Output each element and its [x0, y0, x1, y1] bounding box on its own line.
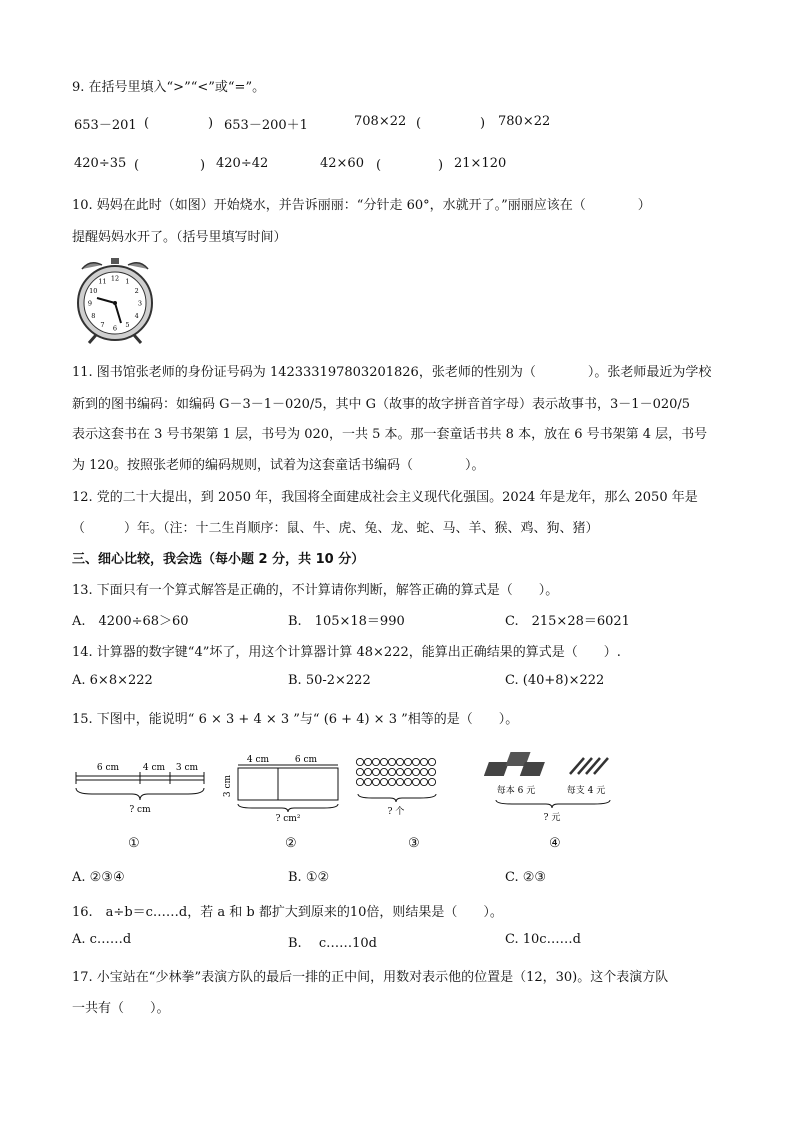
clock-number: 1: [125, 277, 130, 286]
grid-circle: [396, 758, 403, 765]
grid-circle: [428, 758, 435, 765]
q9-expr: 653－200＋1: [224, 118, 308, 133]
q13-option-b: B. 105×18＝990: [288, 614, 405, 629]
q14-option-c: C. (40+8)×222: [505, 673, 605, 688]
q15-option-c: C. ②③: [505, 870, 547, 885]
pens-icon: [570, 758, 608, 774]
grid-circle: [420, 768, 427, 775]
q9-paren-close: ): [200, 158, 206, 173]
q16-option-b: B. c……10d: [288, 936, 377, 951]
clock-number: 10: [89, 286, 98, 295]
fig1-seg3-label: 3 cm: [175, 763, 199, 773]
grid-circle: [396, 768, 403, 775]
fig4-total-label: ? 元: [543, 813, 561, 823]
q9-paren-close: ): [438, 158, 444, 173]
grid-circle: [380, 778, 387, 785]
q9-expr: 21×120: [454, 156, 507, 171]
q15-option-b: B. ①②: [288, 870, 330, 885]
q9-paren-close: ): [480, 116, 486, 131]
fig-number: ③: [408, 836, 420, 851]
q13-option-a: A. 4200÷68＞60: [72, 614, 189, 629]
q11-line: 11. 图书馆张老师的身份证号码为 142333197803201826，张老师的性别为（ ）。张老师最近为学校: [72, 365, 712, 380]
fig1-seg2-label: 4 cm: [142, 763, 166, 773]
grid-circle: [428, 778, 435, 785]
q17-line2: 一共有（ ）。: [72, 1001, 170, 1016]
grid-circle: [372, 778, 379, 785]
alarm-clock-figure: [72, 255, 158, 345]
q9-expr: 420÷35: [74, 156, 127, 171]
q9-paren-open: (: [134, 158, 140, 173]
books-icon: [484, 752, 545, 776]
fig2-width1-label: 4 cm: [246, 755, 270, 765]
fig-number: ②: [285, 836, 297, 851]
fig1-seg1-label: 6 cm: [96, 763, 120, 773]
q9-expr: 653－201: [74, 118, 137, 133]
grid-circle: [428, 768, 435, 775]
grid-circle: [404, 768, 411, 775]
grid-circle: [396, 778, 403, 785]
fig2-height-label: 3 cm: [223, 774, 233, 798]
grid-circle: [420, 758, 427, 765]
q11-line: 为 120。按照张老师的编码规则，试着为这套童话书编码（ ）。: [72, 458, 485, 473]
q17-line1: 17. 小宝站在“少林拳”表演方队的最后一排的正中间，用数对表示他的位置是（12，30)。这个表演方队: [72, 970, 669, 985]
grid-circle: [388, 768, 395, 775]
grid-circle: [364, 778, 371, 785]
clock-number: 5: [125, 321, 130, 329]
q9-paren-open: (: [144, 116, 150, 131]
clock-number: 4: [134, 311, 139, 320]
q9-expr: 708×22: [354, 114, 407, 129]
section-title: 三、细心比较，我会选（每小题 2 分，共 10 分）: [72, 552, 365, 567]
grid-circle: [412, 768, 419, 775]
q9-stem: 9. 在括号里填入“>”“<”或“=”。: [72, 80, 266, 95]
grid-circle: [372, 758, 379, 765]
figure-2-rectangle: [222, 750, 342, 822]
q9-paren-close: ): [208, 116, 214, 131]
grid-circle: [404, 758, 411, 765]
q12-line1: 12. 党的二十大提出，到 2050 年，我国将全面建成社会主义现代化强国。2024 年是龙年，那么 2050 年是: [72, 490, 698, 505]
grid-circle: [412, 778, 419, 785]
fig1-total-label: ? cm: [129, 805, 151, 815]
q16-option-c: C. 10c……d: [505, 932, 581, 947]
grid-circle: [356, 768, 363, 775]
fig2-total-label: ? cm²: [275, 814, 301, 822]
q15-option-a: A. ②③④: [72, 870, 125, 885]
figure-4-books-pens: [484, 748, 624, 824]
fig-number: ④: [549, 836, 561, 851]
figure-3-circle-array: [354, 754, 440, 822]
q9-expr: 780×22: [498, 114, 551, 129]
q10-line1: 10. 妈妈在此时（如图）开始烧水，并告诉丽丽：“分针走 60°，水就开了。”丽丽应该在（ ）: [72, 198, 651, 213]
q12-line2: （ ）年。（注：十二生肖顺序：鼠、牛、虎、兔、龙、蛇、马、羊、猴、鸡、狗、猪）: [72, 521, 599, 536]
fig-number: ①: [128, 836, 140, 851]
fig2-width2-label: 6 cm: [294, 755, 318, 765]
grid-circle: [372, 768, 379, 775]
clock-number: 7: [100, 321, 105, 329]
q11-line: 表示这套书在 3 号书架第 1 层，书号为 020，一共 5 本。那一套童话书共 8 本，放在 6 号书架第 4 层，书号: [72, 427, 708, 442]
grid-circle: [356, 778, 363, 785]
grid-circle: [380, 758, 387, 765]
q14-option-b: B. 50-2×222: [288, 673, 371, 688]
clock-number: 9: [87, 299, 93, 308]
clock-number: 6: [112, 324, 118, 333]
q11-line: 新到的图书编码：如编码 G－3－1－020/5，其中 G（故事的故字拼音首字母）表示故事书，3－1－020/5: [72, 397, 691, 412]
q9-expr: 42×60: [320, 156, 364, 171]
q9-expr: 420÷42: [216, 156, 269, 171]
grid-circle: [404, 778, 411, 785]
clock-number: 3: [137, 299, 143, 308]
figure-1-segments: [72, 758, 208, 820]
q16-stem: 16. a÷b＝c……d，若 a 和 b 都扩大到原来的10倍，则结果是（ ）。: [72, 905, 503, 920]
q9-paren-open: (: [416, 116, 422, 131]
q9-paren-open: (: [376, 158, 382, 173]
grid-circle: [364, 758, 371, 765]
clock-number: 12: [110, 274, 120, 283]
grid-circle: [388, 778, 395, 785]
q13-stem: 13. 下面只有一个算式解答是正确的，不计算请你判断，解答正确的算式是（ ）。: [72, 583, 559, 598]
grid-circle: [380, 768, 387, 775]
q10-line2: 提醒妈妈水开了。（括号里填写时间）: [72, 230, 287, 245]
fig4-pen-price: 每支 4 元: [566, 786, 606, 796]
grid-circle: [420, 778, 427, 785]
grid-circle: [388, 758, 395, 765]
clock-number: 2: [134, 286, 139, 295]
grid-circle: [412, 758, 419, 765]
clock-number: 8: [91, 311, 96, 320]
q14-stem: 14. 计算器的数字键“4”坏了，用这个计算器计算 48×222，能算出正确结果的算式是（ ）.: [72, 645, 621, 660]
grid-circle: [364, 768, 371, 775]
q15-stem: 15. 下图中，能说明“ 6 × 3 + 4 × 3 ”与“ (6 + 4) × 3 ”相等的是（ ）。: [72, 712, 519, 727]
fig4-book-price: 每本 6 元: [496, 786, 536, 796]
clock-number: 11: [98, 277, 107, 286]
q16-option-a: A. c……d: [72, 932, 132, 947]
q14-option-a: A. 6×8×222: [72, 673, 153, 688]
q13-option-c: C. 215×28＝6021: [505, 614, 630, 629]
fig3-total-label: ? 个: [387, 807, 405, 817]
grid-circle: [356, 758, 363, 765]
